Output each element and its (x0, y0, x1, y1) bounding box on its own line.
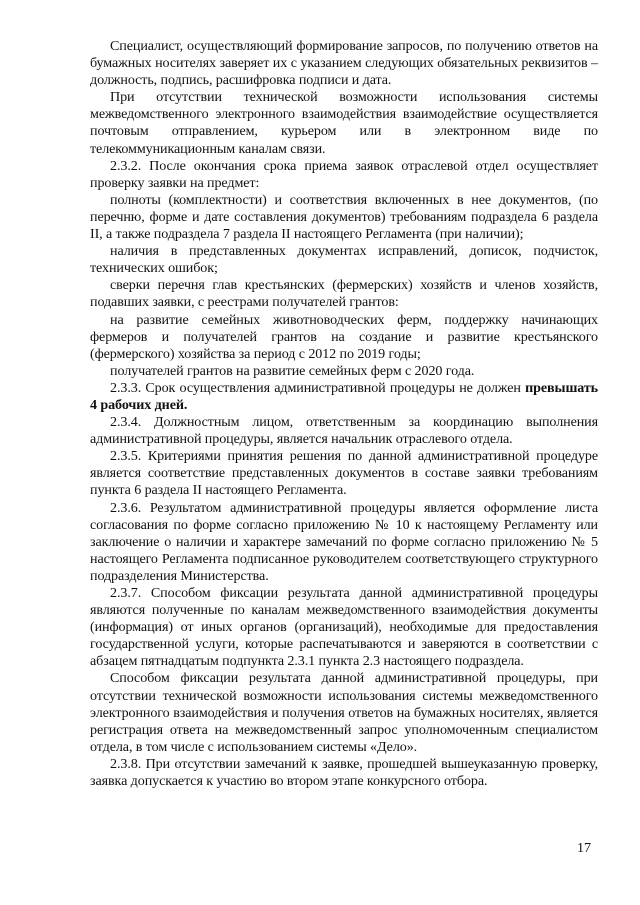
paragraph-registry-check: сверки перечня глав крестьянских (фермерских) хозяйств и членов хозяйств, подавших заявки, с реестрами получателей грантов: (90, 277, 598, 311)
paragraph-2-3-6: 2.3.6. Результатом административной процедуры является оформление листа согласования по форме согласно приложению № 10 к настоящему Регламенту или заключение о наличии и характере замечаний по форме согласно приложению № 5 настоящего Регламента подписанное руководителем соответствующего структурного подразделения Министерства. (90, 499, 598, 584)
paragraph-2-3-7: 2.3.7. Способом фиксации результата данной административной процедуры являются полученные по каналам межведомственного взаимодействия документы (информация) от иных органов (организаций), необходимые для предоставления государственной услуги, которые распечатываются и заверяются в соответствии с абзацем пятнадцатым подпункта 2.3.1 пункта 2.3 настоящего подраздела. (90, 585, 598, 670)
document-body (90, 38, 598, 790)
paragraph-no-technical-possibility: При отсутствии технической возможности использования системы межведомственного электронного взаимодействия взаимодействие осуществляется почтовым отправлением, курьером или в электронном виде по телекоммуникационным каналам связи. (90, 89, 598, 157)
paragraph-corrections-check: наличия в представленных документах исправлений, дописок, подчисток, технических ошибок; (90, 243, 598, 277)
paragraph-completeness-check: полноты (комплектности) и соответствия включенных в нее документов, (по перечню, форме и дате составления документов) требованиям подраздела 6 раздела II, а также подраздела 7 раздела II настоящего Регламента (при наличии); (90, 191, 598, 243)
paragraph-2-3-8: 2.3.8. При отсутствии замечаний к заявке, прошедшей вышеуказанную проверку, заявка допускается к участию во втором этапе конкурсного отбора. (90, 755, 598, 790)
paragraph-2-3-3 (90, 380, 598, 414)
paragraph-2-3-4: 2.3.4. Должностным лицом, ответственным за координацию выполнения административной процедуры, является начальник отраслевого отдела. (90, 414, 598, 448)
page-number: 17 (577, 840, 592, 856)
paragraph-2-3-5: 2.3.5. Критериями принятия решения по данной административной процедуре является соответствие представленных документов в составе заявки требованиям пункта 6 раздела II настоящего Регламента. (90, 448, 598, 499)
paragraph-2-3-3-text: 2.3.3. Срок осуществления административной процедуры не должен (110, 379, 526, 396)
paragraph-family-farms-2020: получателей грантов на развитие семейных ферм с 2020 года. (110, 362, 475, 379)
paragraph-2-3-2: 2.3.2. После окончания срока приема заявок отраслевой отдел осуществляет проверку заявки на предмет: (90, 157, 598, 191)
paragraph-family-farms-grants: на развитие семейных животноводческих ферм, поддержку начинающих фермеров и получателей грантов на создание и развитие крестьянского (фермерского) хозяйства за период с 2012 по 2019 годы; (90, 311, 598, 362)
paragraph-fixation-method: Способом фиксации результата данной административной процедуры, при отсутствии технической возможности использования системы межведомственного электронного взаимодействия и получения ответов на бумажных носителях, является регистрация ответа на межведомственный запрос уполномоченным специалистом отдела, в том числе с использованием системы «Дело». (90, 670, 598, 755)
paragraph-2-3-3-bold: превышать 4 рабочих дней. (90, 379, 598, 413)
paragraph-specialist-requests: Специалист, осуществляющий формирование запросов, по получению ответов на бумажных носителях заверяет их с указанием следующих обязательных реквизитов – должность, подпись, расшифровка подписи и дата. (90, 38, 598, 89)
